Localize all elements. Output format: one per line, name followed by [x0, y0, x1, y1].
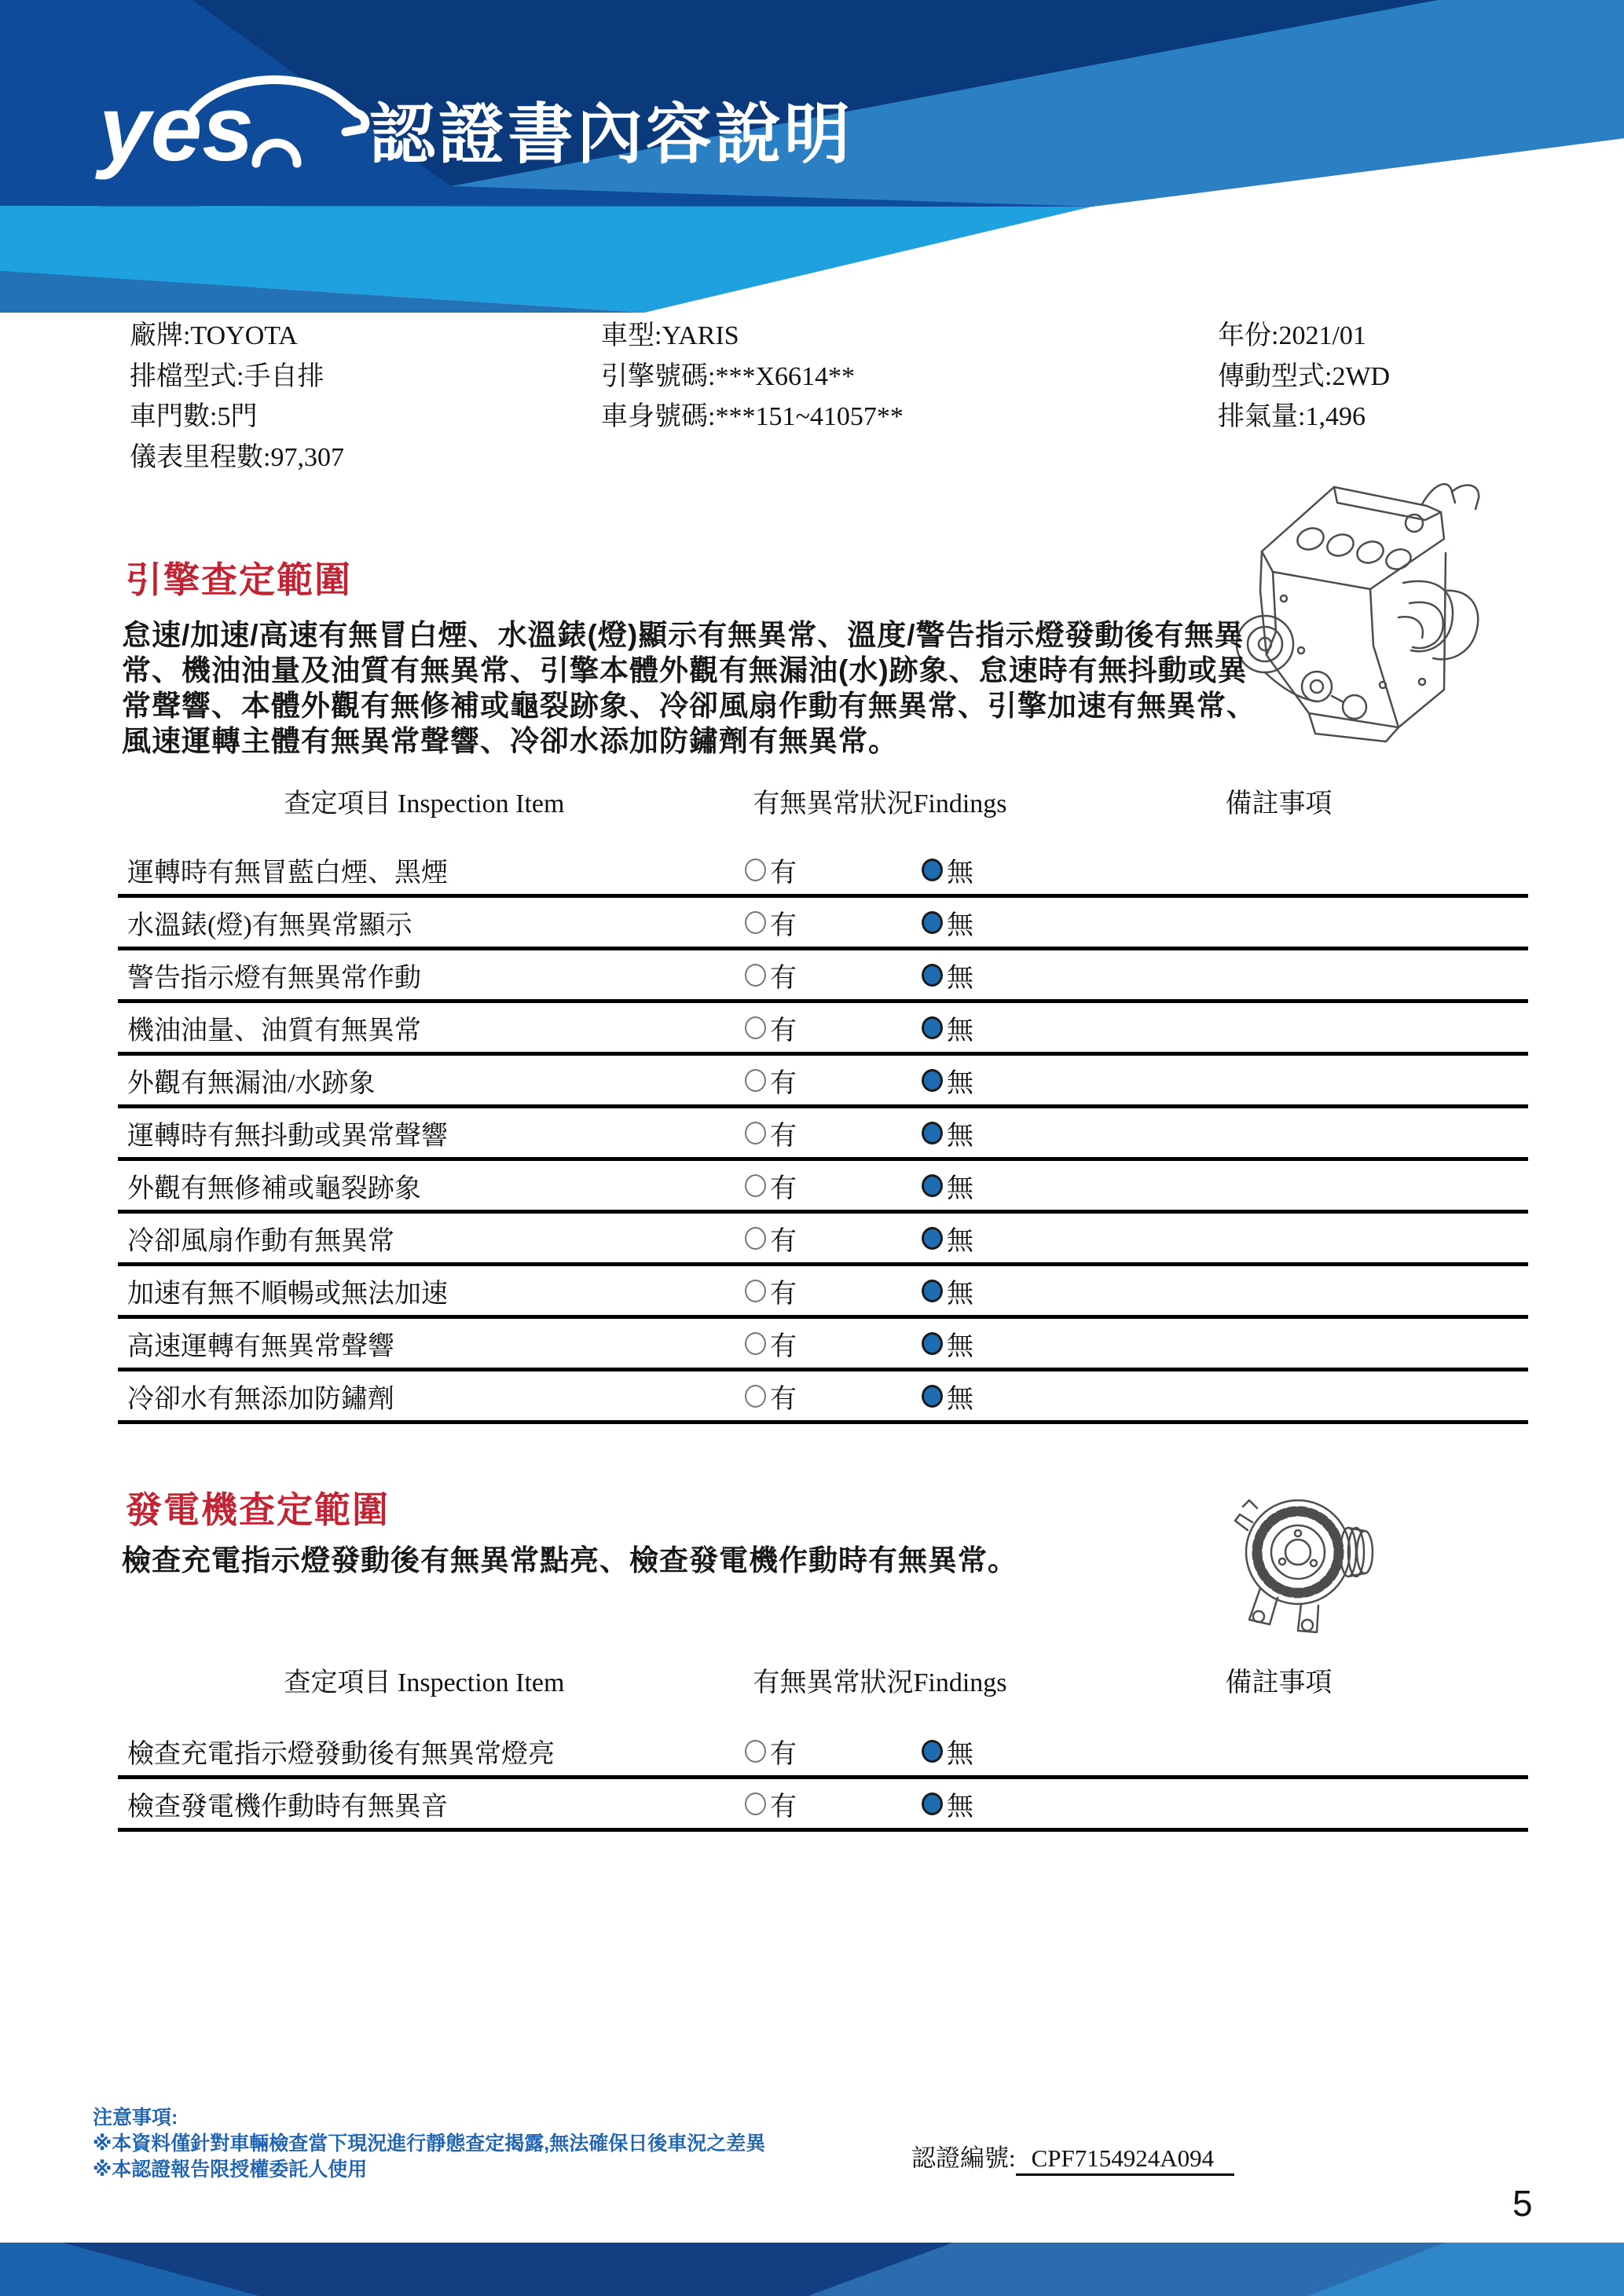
- engine-section-description: 怠速/加速/高速有無冒白煙、水溫錶(燈)顯示有無異常、溫度/警告指示燈發動後有無異常、機油油量及油質有無異常、引擎本體外觀有無漏油(水)跡象、怠速時有無抖動或異常聲響、本體外觀有無修補或龜裂跡象、冷卻風扇作動有無異常、引擎加速有無異常、風速運轉主體有無異常聲響、冷卻水添加防鏽劑有無異常。: [122, 619, 1256, 757]
- inspection-item-label: 冷卻水有無添加防鏽劑: [127, 1384, 394, 1414]
- radio-no[interactable]: [922, 1792, 943, 1815]
- radio-no-label: 無: [947, 910, 973, 940]
- remark-cell: [1096, 1779, 1528, 1828]
- yes-logo: [93, 63, 376, 189]
- vehicle-info-column-1: [130, 316, 344, 478]
- footer-banner-shapes: [0, 2243, 1624, 2296]
- remark-cell: [1096, 1319, 1528, 1368]
- radio-yes[interactable]: [745, 1174, 766, 1197]
- radio-no-label: 無: [947, 1226, 973, 1256]
- inspection-item-label: 檢查發電機作動時有無異音: [127, 1792, 448, 1822]
- vehicle-info-item: 傳動型式:2WD: [1218, 361, 1391, 391]
- radio-yes-label: 有: [770, 1384, 797, 1414]
- radio-no-label: 無: [947, 1068, 973, 1098]
- certificate-number-field: [911, 2138, 1234, 2173]
- inspection-item-label: 水溫錶(燈)有無異常顯示: [127, 910, 412, 940]
- vehicle-info-item: 排氣量:1,496: [1218, 402, 1366, 431]
- finding-no-option[interactable]: [907, 1732, 1096, 1771]
- remark-cell: [1096, 950, 1528, 999]
- radio-yes[interactable]: [745, 1069, 766, 1092]
- finding-yes-option[interactable]: [731, 1061, 907, 1100]
- radio-yes[interactable]: [745, 1280, 766, 1302]
- vehicle-info-column-2: [601, 316, 904, 438]
- radio-yes-label: 有: [770, 1331, 797, 1361]
- engine-section-title: 引擎查定範圍: [126, 559, 352, 600]
- radio-yes-label: 有: [770, 910, 797, 940]
- finding-yes-option[interactable]: [731, 1732, 907, 1771]
- radio-yes[interactable]: [745, 911, 766, 934]
- column-header-remarks: 備註事項: [1225, 1668, 1333, 1697]
- radio-no-label: 無: [947, 1739, 973, 1769]
- radio-yes[interactable]: [745, 1740, 766, 1763]
- vehicle-info-item: 廠牌:TOYOTA: [130, 321, 298, 350]
- remark-cell: [1096, 1727, 1528, 1775]
- radio-no-label: 無: [947, 858, 973, 888]
- engine-table-header: [118, 782, 1528, 816]
- table-row: [118, 1319, 1528, 1371]
- finding-yes-option[interactable]: [731, 956, 907, 994]
- remark-cell: [1096, 1003, 1528, 1052]
- inspection-item-label: 冷卻風扇作動有無異常: [127, 1226, 394, 1256]
- inspection-item-label: 外觀有無漏油/水跡象: [127, 1068, 376, 1098]
- radio-yes-label: 有: [770, 1279, 797, 1309]
- radio-yes-label: 有: [770, 1121, 797, 1151]
- remark-cell: [1096, 1056, 1528, 1104]
- finding-yes-option[interactable]: [731, 1272, 907, 1310]
- logo-text: yes: [99, 77, 254, 181]
- generator-inspection-table: [118, 1727, 1528, 1832]
- generator-section-title: 發電機查定範圍: [126, 1489, 390, 1530]
- remark-cell: [1096, 845, 1528, 894]
- inspection-item-label: 運轉時有無冒藍白煙、黑煙: [127, 858, 448, 888]
- radio-no[interactable]: [922, 1385, 943, 1408]
- radio-no-label: 無: [947, 1279, 973, 1309]
- radio-yes-label: 有: [770, 963, 797, 993]
- footer-banner: [0, 2243, 1624, 2296]
- inspection-item-cell: [118, 956, 731, 994]
- table-row: [118, 1108, 1528, 1161]
- table-row: [118, 845, 1528, 898]
- table-row: [118, 898, 1528, 950]
- radio-yes-label: 有: [770, 1792, 797, 1822]
- vehicle-info-item: 年份:2021/01: [1218, 321, 1366, 350]
- finding-yes-option[interactable]: [731, 1114, 907, 1152]
- finding-no-option[interactable]: [907, 851, 1096, 889]
- vehicle-info-item: 車身號碼:***151~41057**: [601, 402, 904, 431]
- table-row: [118, 1003, 1528, 1056]
- remark-cell: [1096, 1371, 1528, 1420]
- inspection-item-cell: [118, 1272, 731, 1310]
- radio-yes[interactable]: [745, 859, 766, 881]
- inspection-item-label: 運轉時有無抖動或異常聲響: [127, 1121, 448, 1151]
- radio-yes[interactable]: [745, 1122, 766, 1144]
- radio-yes-label: 有: [770, 1068, 797, 1098]
- radio-no[interactable]: [922, 1332, 943, 1355]
- finding-no-option[interactable]: [907, 1272, 1096, 1310]
- radio-no[interactable]: [922, 964, 943, 987]
- radio-no[interactable]: [922, 1122, 943, 1144]
- remark-cell: [1096, 898, 1528, 947]
- radio-no-label: 無: [947, 1331, 973, 1361]
- table-row: [118, 1056, 1528, 1108]
- finding-no-option[interactable]: [907, 903, 1096, 942]
- radio-no[interactable]: [922, 1227, 943, 1250]
- column-header-remarks: 備註事項: [1225, 789, 1333, 818]
- remark-cell: [1096, 1214, 1528, 1262]
- table-row: [118, 1161, 1528, 1214]
- finding-no-option[interactable]: [907, 1009, 1096, 1047]
- inspection-item-label: 機油油量、油質有無異常: [127, 1016, 421, 1045]
- vehicle-info-item: 儀表里程數:97,307: [130, 442, 344, 472]
- inspection-item-label: 警告指示燈有無異常作動: [127, 963, 421, 993]
- inspection-item-cell: [118, 1785, 731, 1823]
- vehicle-info-item: 引擎號碼:***X6614**: [601, 361, 855, 391]
- radio-yes-label: 有: [770, 1016, 797, 1045]
- radio-no-label: 無: [947, 1792, 973, 1822]
- inspection-item-cell: [118, 1061, 731, 1100]
- radio-no[interactable]: [922, 1740, 943, 1763]
- inspection-item-cell: [118, 1377, 731, 1415]
- radio-no[interactable]: [922, 1069, 943, 1092]
- note-line: ※本資料僅針對車輛檢查當下現況進行靜態查定揭露,無法確保日後車況之差異: [93, 2133, 766, 2155]
- finding-no-option[interactable]: [907, 1114, 1096, 1152]
- vehicle-info-item: 車型:YARIS: [601, 321, 739, 350]
- radio-yes[interactable]: [745, 1385, 766, 1408]
- radio-no[interactable]: [922, 1016, 943, 1039]
- inspection-item-cell: [118, 1324, 731, 1363]
- radio-yes[interactable]: [745, 1016, 766, 1039]
- remark-cell: [1096, 1161, 1528, 1210]
- finding-yes-option[interactable]: [731, 903, 907, 942]
- generator-table-header: [118, 1661, 1528, 1695]
- inspection-item-label: 外觀有無修補或龜裂跡象: [127, 1174, 421, 1203]
- radio-yes[interactable]: [745, 1332, 766, 1355]
- finding-yes-option[interactable]: [731, 851, 907, 889]
- finding-no-option[interactable]: [907, 1785, 1096, 1823]
- remark-cell: [1096, 1266, 1528, 1315]
- finding-yes-option[interactable]: [731, 1009, 907, 1047]
- inspection-item-cell: [118, 851, 731, 889]
- certificate-number-label: 認證編號:: [911, 2144, 1016, 2172]
- certificate-number-value: CPF7154924A094: [1016, 2144, 1235, 2176]
- radio-no-label: 無: [947, 963, 973, 993]
- radio-no[interactable]: [922, 859, 943, 881]
- page-number: 5: [1512, 2183, 1533, 2224]
- inspection-item-cell: [118, 1732, 731, 1771]
- radio-yes[interactable]: [745, 964, 766, 987]
- radio-no-label: 無: [947, 1121, 973, 1151]
- finding-no-option[interactable]: [907, 1219, 1096, 1258]
- finding-no-option[interactable]: [907, 1377, 1096, 1415]
- finding-yes-option[interactable]: [731, 1166, 907, 1205]
- vehicle-info-item: 車門數:5門: [130, 402, 258, 431]
- table-row: [118, 1779, 1528, 1832]
- inspection-item-cell: [118, 903, 731, 942]
- note-line: ※本認證報告限授權委託人使用: [93, 2159, 368, 2181]
- table-row: [118, 950, 1528, 1003]
- remark-cell: [1096, 1108, 1528, 1157]
- table-row: [118, 1266, 1528, 1319]
- inspection-item-cell: [118, 1009, 731, 1047]
- inspection-item-label: 加速有無不順暢或無法加速: [127, 1279, 448, 1309]
- finding-yes-option[interactable]: [731, 1219, 907, 1258]
- inspection-item-cell: [118, 1114, 731, 1152]
- page-title: 認證書內容說明: [369, 97, 854, 171]
- footer-notes: [93, 2105, 765, 2183]
- finding-no-option[interactable]: [907, 956, 1096, 994]
- generator-section-description: 檢查充電指示燈發動後有無異常點亮、檢查發電機作動時有無異常。: [122, 1544, 1017, 1576]
- inspection-item-cell: [118, 1219, 731, 1258]
- table-row: [118, 1214, 1528, 1266]
- radio-no[interactable]: [922, 1280, 943, 1302]
- inspection-item-label: 檢查充電指示燈發動後有無異常燈亮: [127, 1739, 555, 1769]
- finding-yes-option[interactable]: [731, 1377, 907, 1415]
- column-header-findings: 有無異常狀況Findings: [753, 789, 1007, 818]
- column-header-findings: 有無異常狀況Findings: [753, 1668, 1007, 1697]
- radio-no-label: 無: [947, 1384, 973, 1414]
- finding-yes-option[interactable]: [731, 1785, 907, 1823]
- radio-yes-label: 有: [770, 1174, 797, 1203]
- notes-title: 注意事項:: [93, 2107, 178, 2129]
- finding-no-option[interactable]: [907, 1166, 1096, 1205]
- inspection-item-cell: [118, 1166, 731, 1205]
- radio-yes-label: 有: [770, 858, 797, 888]
- radio-no[interactable]: [922, 911, 943, 934]
- radio-yes[interactable]: [745, 1792, 766, 1815]
- table-row: [118, 1727, 1528, 1779]
- radio-no-label: 無: [947, 1016, 973, 1045]
- inspection-item-label: 高速運轉有無異常聲響: [127, 1331, 394, 1361]
- radio-yes-label: 有: [770, 1226, 797, 1256]
- finding-yes-option[interactable]: [731, 1324, 907, 1363]
- finding-no-option[interactable]: [907, 1061, 1096, 1100]
- radio-yes-label: 有: [770, 1739, 797, 1769]
- radio-no[interactable]: [922, 1174, 943, 1197]
- radio-yes[interactable]: [745, 1227, 766, 1250]
- table-row: [118, 1371, 1528, 1424]
- column-header-item: 查定項目 Inspection Item: [284, 1668, 565, 1697]
- vehicle-info-item: 排檔型式:手自排: [130, 361, 324, 391]
- engine-inspection-table: [118, 845, 1528, 1424]
- vehicle-info-column-3: [1218, 316, 1390, 438]
- finding-no-option[interactable]: [907, 1324, 1096, 1363]
- column-header-item: 查定項目 Inspection Item: [284, 789, 565, 818]
- radio-no-label: 無: [947, 1174, 973, 1203]
